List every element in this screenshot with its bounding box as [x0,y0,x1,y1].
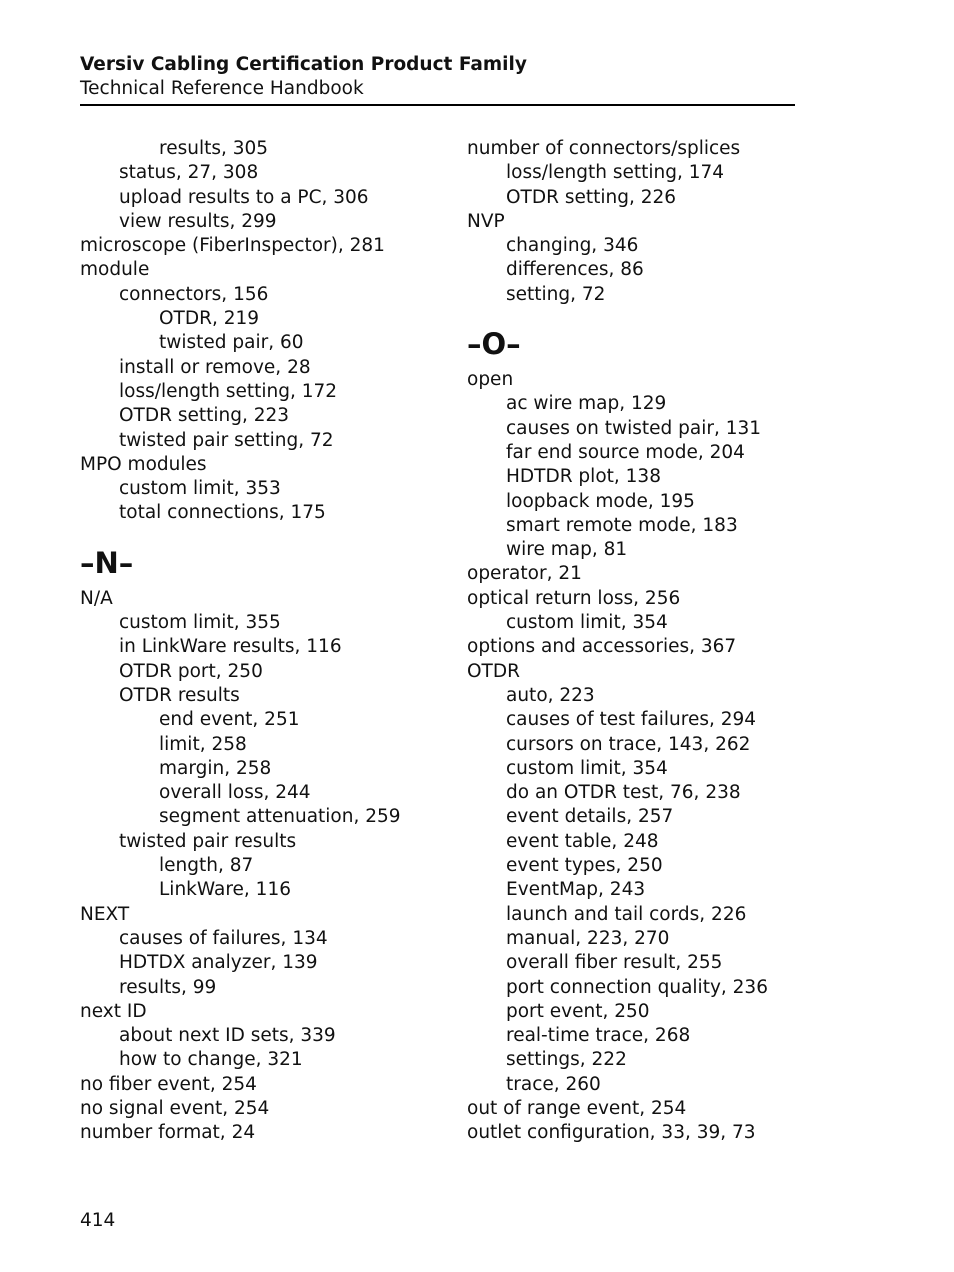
index-subentry: smart remote mode, 183 [506,514,738,536]
index-subentry: setting, 72 [506,283,606,305]
index-subentry: margin, 258 [159,757,272,779]
index-entry: number of connectors/splices [467,138,741,159]
index-subentry: install or remove, 28 [119,356,311,378]
index-subentry: wire map, 81 [506,539,628,561]
index-subentry: how to change, 321 [119,1049,303,1071]
index-entry: OTDR [467,660,520,682]
index-subentry: auto, 223 [506,684,595,706]
index-subentry: overall loss, 244 [159,782,311,804]
index-subentry: trace, 260 [506,1073,601,1095]
index-letter-heading: –N– [80,545,134,580]
index-subentry: HDTDR plot, 138 [506,466,661,488]
index-subentry: results, 305 [159,138,269,159]
index-subentry: OTDR setting, 223 [119,405,290,427]
index-subentry: custom limit, 354 [506,612,668,634]
index-subentry: connectors, 156 [119,283,269,305]
index-subentry: view results, 299 [119,210,277,232]
index-entry: number format, 24 [80,1122,256,1144]
index-subentry: real-time trace, 268 [506,1025,691,1047]
index-subentry: results, 99 [119,976,217,998]
index-entry: outlet configuration, 33, 39, 73 [467,1122,756,1144]
index-subentry: causes of failures, 134 [119,927,328,949]
running-header [80,53,795,101]
index-subentry: far end source mode, 204 [506,441,745,463]
index-subentry: event table, 248 [506,830,659,852]
index-entry: module [80,259,150,281]
index-subentry: manual, 223, 270 [506,927,670,949]
index-subentry: end event, 251 [159,709,300,731]
index-subentry: total connections, 175 [119,502,326,524]
index-subentry: HDTDX analyzer, 139 [119,952,318,974]
index-subentry: event details, 257 [506,806,674,828]
index-subentry: port connection quality, 236 [506,976,768,998]
index-subentry: launch and tail cords, 226 [506,903,747,925]
index-subentry: cursors on trace, 143, 262 [506,733,751,755]
document-subtitle: Technical Reference Handbook [80,78,364,99]
index-subentry: ac wire map, 129 [506,393,667,415]
index-entry: operator, 21 [467,563,582,585]
index-subentry: segment attenuation, 259 [159,806,401,828]
index-entry: NEXT [80,903,130,925]
index-subentry: custom limit, 354 [506,757,668,779]
index-subentry: differences, 86 [506,259,644,281]
index-subentry: status, 27, 308 [119,162,259,184]
index-subentry: port event, 250 [506,1000,650,1022]
index-subentry: OTDR setting, 226 [506,186,677,208]
index-subentry: changing, 346 [506,235,639,257]
index-entry: optical return loss, 256 [467,587,681,609]
index-entry: out of range event, 254 [467,1097,687,1119]
index-column-left [80,137,460,1146]
index-subentry: length, 87 [159,855,254,877]
index-subentry: twisted pair, 60 [159,332,304,354]
document-title: Versiv Cabling Certification Product Family [80,54,527,75]
header-rule [80,104,795,106]
index-subentry: loss/length setting, 174 [506,162,725,184]
index-subentry: twisted pair setting, 72 [119,429,334,451]
index-entry: no signal event, 254 [80,1097,270,1119]
index-subentry: upload results to a PC, 306 [119,186,369,208]
index-entry: next ID [80,1000,147,1022]
index-subentry: overall fiber result, 255 [506,952,723,974]
index-subentry: event types, 250 [506,855,663,877]
index-subentry: in LinkWare results, 116 [119,636,342,658]
index-subentry: OTDR, 219 [159,308,260,330]
index-subentry: OTDR results [119,684,240,706]
index-letter-heading: –O– [467,327,521,362]
index-subentry: EventMap, 243 [506,879,646,901]
index-entry: microscope (FiberInspector), 281 [80,235,385,257]
index-column-right [467,137,847,1146]
index-entry: open [467,369,514,391]
index-subentry: twisted pair results [119,830,297,852]
index-subentry: LinkWare, 116 [159,879,291,901]
index-entry: MPO modules [80,453,207,475]
index-entry: N/A [80,587,113,609]
index-subentry: causes on twisted pair, 131 [506,417,762,439]
index-subentry: OTDR port, 250 [119,660,263,682]
index-subentry: about next ID sets, 339 [119,1025,336,1047]
index-subentry: causes of test failures, 294 [506,709,757,731]
index-subentry: custom limit, 353 [119,478,281,500]
index-subentry: limit, 258 [159,733,247,755]
index-entry: no fiber event, 254 [80,1073,257,1095]
index-entry: options and accessories, 367 [467,636,737,658]
index-entry: NVP [467,210,505,232]
index-subentry: loopback mode, 195 [506,490,695,512]
index-subentry: settings, 222 [506,1049,627,1071]
index-subentry: custom limit, 355 [119,612,281,634]
page-number: 414 [80,1210,116,1231]
index-subentry: do an OTDR test, 76, 238 [506,782,741,804]
index-subentry: loss/length setting, 172 [119,380,338,402]
